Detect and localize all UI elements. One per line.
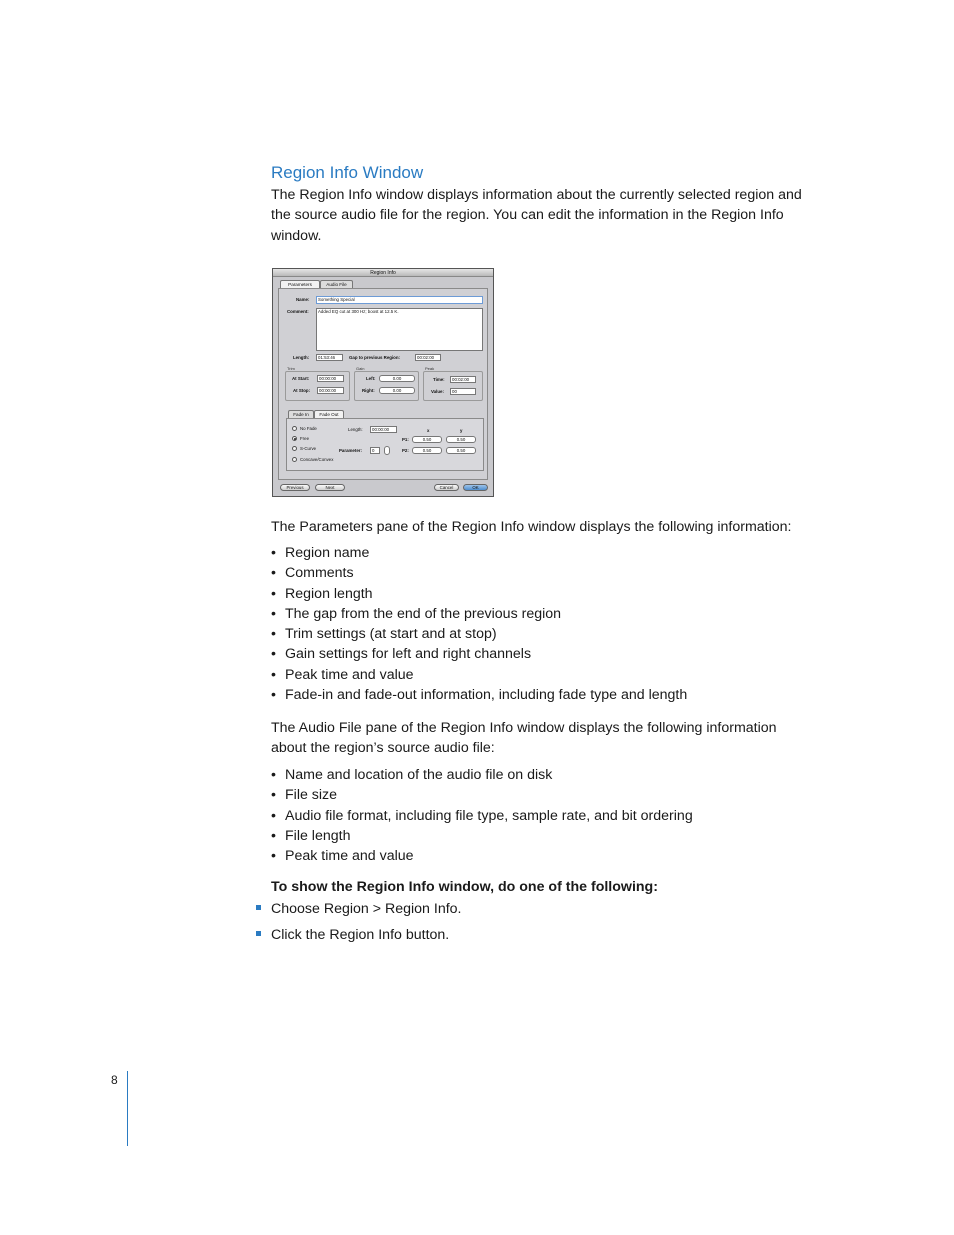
p2-y-stepper[interactable]: 0.50 — [446, 447, 476, 454]
list-item-text: Gain settings for left and right channels — [285, 646, 532, 663]
parameters-bullet-list — [271, 543, 687, 705]
left-label: Left: — [366, 376, 376, 381]
peak-label: Peak — [425, 366, 435, 371]
gain-label: Gain — [356, 366, 365, 371]
step-text: Choose Region > Region Info. — [271, 901, 462, 917]
p1-label: P1: — [402, 437, 409, 442]
list-item — [271, 604, 687, 624]
p1-y-stepper[interactable]: 0.50 — [446, 436, 476, 443]
list-item-text: Trim settings (at start and at stop) — [285, 626, 497, 643]
howto-title: To show the Region Info window, do one of the following: — [271, 879, 658, 895]
time-label: Time: — [433, 377, 445, 382]
free-label: Free — [300, 436, 310, 441]
list-item-text: Region name — [285, 545, 370, 561]
fade-length-field[interactable]: 00:00:00 — [370, 426, 397, 433]
step-item — [256, 925, 461, 945]
no-fade-label: No Fade — [300, 426, 317, 431]
previous-button[interactable]: Previous — [280, 484, 310, 491]
list-item — [271, 785, 693, 805]
intro-paragraph: The Region Info window displays information about the currently selected region and the source audio file for the region. You can edit the information in the Region Info window. — [271, 187, 802, 244]
bullet-mark: • — [271, 605, 276, 622]
length-field[interactable]: 01:53:46 — [316, 354, 343, 361]
audio-intro: The Audio File pane of the Region Info window displays the following information about the region’s source audio file: — [271, 720, 777, 757]
howto-steps-list — [256, 899, 461, 945]
parameter-stepper-arrows[interactable] — [384, 446, 390, 455]
at-stop-label: At Stop: — [293, 388, 311, 393]
comment-field[interactable]: Added EQ cut at 300 Hz; boost at 12.5 K. — [316, 308, 483, 351]
step-item — [256, 899, 461, 919]
list-item — [271, 665, 687, 685]
at-start-label: At Start: — [292, 376, 310, 381]
trim-label: Trim — [287, 366, 295, 371]
radio-no-fade[interactable] — [292, 426, 297, 431]
bullet-mark: • — [271, 545, 276, 561]
list-item — [271, 685, 687, 705]
list-item-text: Region length — [285, 585, 373, 602]
parameters-intro: The Parameters pane of the Region Info window displays the following information: — [271, 519, 792, 535]
list-item-text: Comments — [285, 565, 354, 582]
list-item-text: Peak time and value — [285, 666, 414, 683]
step-bullet-mark — [256, 905, 261, 910]
tab-fade-in[interactable]: Fade In — [288, 410, 314, 418]
list-item — [271, 543, 687, 563]
at-start-field[interactable]: 00:00:00 — [317, 375, 344, 382]
radio-s-curve[interactable] — [292, 446, 297, 451]
list-item-text: File size — [285, 787, 338, 804]
p1-x-stepper[interactable]: 0.50 — [412, 436, 442, 443]
tab-fade-out[interactable]: Fade Out — [314, 410, 344, 418]
left-gain-stepper[interactable]: 0.00 — [379, 375, 415, 382]
list-item-text: File length — [285, 827, 351, 844]
region-info-window-screenshot — [272, 268, 494, 497]
gap-field[interactable]: 00:02:00 — [415, 354, 441, 361]
p2-label: P2: — [402, 448, 409, 453]
gap-label: Gap to previous Region: — [349, 355, 400, 360]
bullet-mark: • — [271, 848, 276, 865]
parameter-label: Parameter: — [339, 448, 362, 453]
list-item — [271, 846, 693, 866]
page-margin-rule — [127, 1071, 128, 1146]
parameter-field[interactable]: 0 — [370, 447, 380, 454]
radio-free[interactable] — [292, 436, 297, 441]
cancel-button[interactable]: Cancel — [434, 484, 459, 491]
bullet-mark: • — [271, 646, 276, 663]
list-item-text: Audio file format, including file type, sample rate, and bit ordering — [285, 807, 693, 824]
bullet-mark: • — [271, 565, 276, 582]
ok-button[interactable]: OK — [463, 484, 488, 491]
right-gain-stepper[interactable]: 0.00 — [379, 387, 415, 394]
section-title: Region Info Window — [271, 163, 424, 182]
length-label: Length: — [293, 355, 310, 360]
step-text: Click the Region Info button. — [271, 927, 450, 943]
list-item-text: Fade-in and fade-out information, including fade type and length — [285, 687, 688, 704]
name-label: Name: — [296, 297, 310, 302]
bullet-mark: • — [271, 666, 276, 683]
name-field[interactable]: Something Special — [316, 296, 483, 304]
list-item — [271, 806, 693, 826]
list-item-text: Peak time and value — [285, 848, 414, 865]
list-item — [271, 644, 687, 664]
x-label: x — [427, 428, 430, 433]
list-item-text: Name and location of the audio file on disk — [285, 767, 553, 783]
at-stop-field[interactable]: 00:00:00 — [317, 387, 344, 394]
s-curve-label: S-Curve — [300, 446, 317, 451]
value-label: Value: — [431, 389, 444, 394]
list-item — [271, 826, 693, 846]
radio-concave-convex[interactable] — [292, 457, 297, 462]
list-item — [271, 624, 687, 644]
list-item — [271, 563, 687, 583]
step-bullet-mark — [256, 931, 261, 936]
audio-bullet-list — [271, 765, 693, 866]
list-item-text: The gap from the end of the previous region — [285, 605, 562, 622]
list-item — [271, 584, 687, 604]
bullet-mark: • — [271, 687, 276, 704]
bullet-mark: • — [271, 767, 276, 783]
fade-length-label: Length: — [348, 427, 363, 432]
bullet-mark: • — [271, 626, 276, 643]
concave-convex-label: Concave/Convex — [300, 457, 334, 462]
peak-time-field: 00:02:00 — [450, 376, 476, 383]
tab-audio-file[interactable]: Audio File — [320, 280, 353, 288]
y-label: y — [460, 428, 463, 433]
bullet-mark: • — [271, 585, 276, 602]
bullet-mark: • — [271, 807, 276, 824]
window-title: Region Info — [273, 269, 493, 277]
page-number: 8 — [111, 1073, 118, 1087]
list-item — [271, 765, 693, 785]
peak-value-field: 00 — [450, 388, 476, 395]
right-label: Right: — [362, 388, 375, 393]
next-button[interactable]: Next — [315, 484, 345, 491]
bullet-mark: • — [271, 787, 276, 804]
p2-x-stepper[interactable]: 0.50 — [412, 447, 442, 454]
tab-parameters[interactable]: Parameters — [280, 280, 320, 288]
bullet-mark: • — [271, 827, 276, 844]
comment-label: Comment: — [287, 309, 309, 314]
